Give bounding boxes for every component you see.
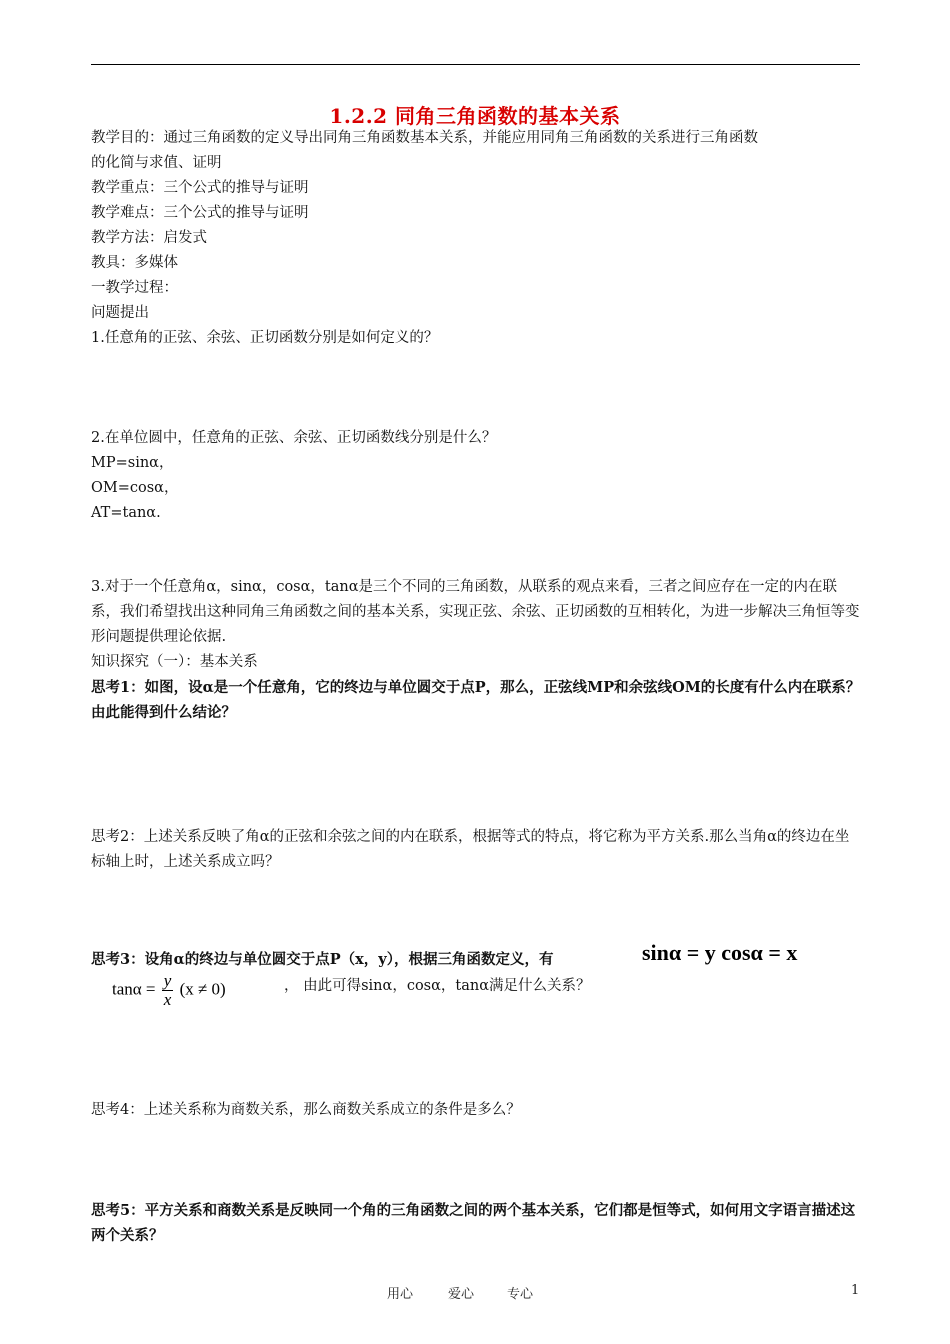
objective-line-2: 的化简与求值、证明 [91, 155, 222, 171]
footer-motto-2: 爱心 [448, 1287, 475, 1302]
fraction-denominator: x [163, 990, 172, 1009]
question-1: 1.任意角的正弦、余弦、正切函数分别是如何定义的？ [91, 330, 439, 346]
think-3-text: 思考3：设角α的终边与单位圆交于点P（x，y），根据三角函数定义，有 [91, 951, 554, 968]
tan-formula [112, 972, 226, 1018]
tan-label: tanα = [112, 979, 156, 999]
think-5: 思考5：平方关系和商数关系是反映同一个角的三角函数之间的两个基本关系，它们都是恒等式，如何用文字语言描述这两个关系？ [91, 1202, 856, 1244]
footer-motto-3: 专心 [507, 1287, 534, 1302]
think-3-question: ， 由此可得sinα，cosα，tanα满足什么关系？ [284, 978, 591, 994]
think-1: 思考1：如图，设α是一个任意角，它的终边与单位圆交于点P，那么，正弦线MP和余弦线OM的长度有什么内在联系？由此能得到什么结论？ [91, 679, 861, 721]
tangent-line: AT=tanα. [91, 505, 161, 521]
explore-heading: 知识探究（一）：基本关系 [91, 654, 258, 670]
page-title: 1.2.2 同角三角函数的基本关系 [329, 104, 621, 128]
teaching-method: 教学方法：启发式 [91, 230, 207, 246]
think-4: 思考4：上述关系称为商数关系，那么商数关系成立的条件是多么？ [91, 1102, 521, 1118]
page-number: 1 [851, 1283, 860, 1298]
fraction-numerator: y [163, 971, 172, 990]
question-2: 2.在单位圆中，任意角的正弦、余弦、正切函数线分别是什么？ [91, 430, 497, 446]
sine-line: MP=sinα， [91, 455, 174, 471]
key-points: 教学重点：三个公式的推导与证明 [91, 180, 309, 196]
objective-line-1: 教学目的：通过三角函数的定义导出同角三角函数基本关系，并能应用同角三角函数的关系进行三角函数 [91, 130, 758, 146]
tan-fraction [162, 972, 174, 1009]
teaching-process: 一教学过程： [91, 280, 178, 296]
sin-cos-formula: sinα = y cosα = x [642, 940, 798, 965]
difficulties: 教学难点：三个公式的推导与证明 [91, 205, 309, 221]
problem-heading: 问题提出 [91, 305, 149, 321]
think-2: 思考2：上述关系反映了角α的正弦和余弦之间的内在联系，根据等式的特点，将它称为平方关系.那么当角α的终边在坐标轴上时，上述关系成立吗？ [91, 829, 850, 870]
teaching-tools: 教具：多媒体 [91, 255, 178, 271]
question-3: 3.对于一个任意角α，sinα，cosα，tanα是三个不同的三角函数，从联系的观点来看，三者之间应存在一定的内在联系，我们希望找出这种同角三角函数之间的基本关系，实现正弦、余弦、正切函数的互相转化，为进一步解决三角恒等变形问题提供理论依据. [91, 579, 860, 645]
cosine-line: OM=cosα， [91, 480, 179, 496]
top-rule [91, 64, 860, 65]
tan-condition: (x ≠ 0) [179, 979, 226, 999]
footer-motto-1: 用心 [387, 1287, 414, 1302]
